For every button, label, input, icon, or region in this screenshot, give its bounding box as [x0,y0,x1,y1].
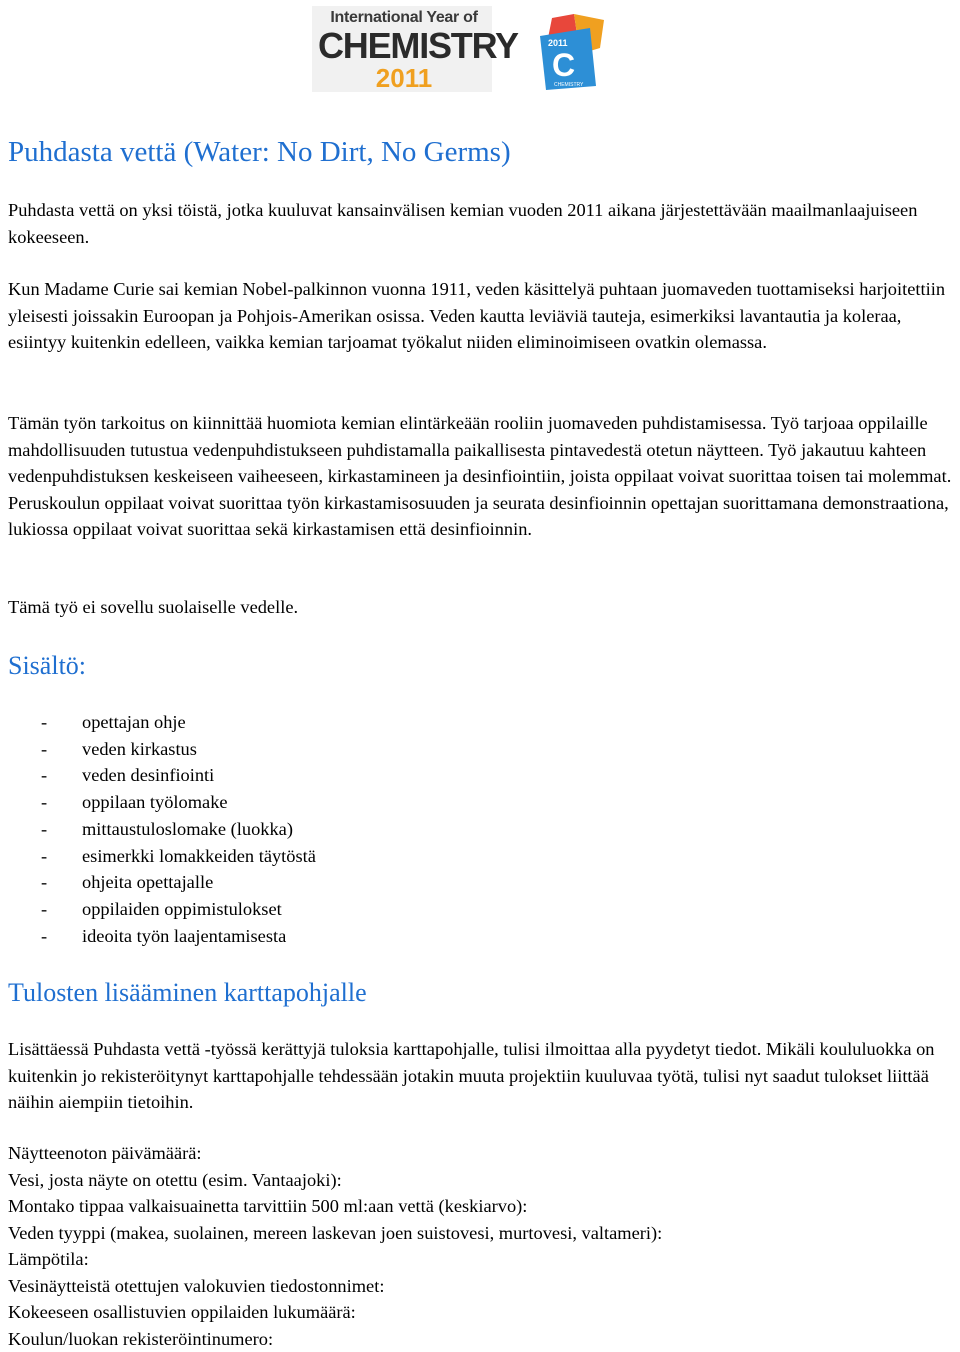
list-item [8,789,316,816]
field-student-count: Kokeeseen osallistuvien oppilaiden lukumäärä: [8,1299,662,1326]
list-item [8,869,316,896]
chemistry-badge-icon [534,14,614,92]
iyc-logo [312,6,652,94]
list-item-label: veden kirkastus [82,739,197,759]
list-dash: - [41,869,47,896]
list-dash: - [41,789,47,816]
list-item [8,923,316,950]
list-item-label: veden desinfiointi [82,765,214,785]
logo-line-1: International Year of [318,8,490,28]
contents-heading: Sisältö: [8,650,86,682]
list-item [8,896,316,923]
results-heading: Tulosten lisääminen karttapohjalle [8,977,367,1009]
logo-panel [312,6,492,92]
logo-line-2: CHEMISTRY [318,28,490,64]
field-registration-number: Koulun/luokan rekisteröintinumero: [8,1326,662,1352]
history-paragraph: Kun Madame Curie sai kemian Nobel-palkinnon vuonna 1911, veden käsittelyä puhtaan juomaveden tuottamiseksi harjoitettiin yleisesti joissakin Euroopan ja Pohjois-Amerikan osissa. Veden kautta leviäviä tauteja, esimerkiksi lavantautia ja koleraa, esiintyy kuitenkin edelleen, vaikka kemian tarjoamat työkalut niiden eliminoimiseen ovatkin olemassa. [8,276,958,356]
list-item-label: oppilaiden oppimistulokset [82,899,282,919]
purpose-paragraph: Tämän työn tarkoitus on kiinnittää huomiota kemian elintärkeään rooliin juomaveden puhdistamisessa. Työ tarjoaa oppilaille mahdollisuuden tutustua vedenpuhdistukseen puhdistamalla paikallisesta pintavedestä otetun näytteen. Työ jakautuu kahteen vedenpuhdistuksen keskeiseen vaiheeseen, kirkastamineen ja desinfiointiin, joista oppilaat voivat suorittaa toisen tai molemmat. Peruskoulun oppilaat voivat suorittaa työn kirkastamisosuuden ja seurata desinfioinnin opettajan suorittamana demonstraationa, lukiossa oppilaat voivat suorittaa sekä kirkastamisen että desinfioinnin. [8,410,958,543]
list-item [8,736,316,763]
field-water-type: Veden tyyppi (makea, suolainen, mereen laskevan joen suistovesi, murtovesi, valtameri): [8,1220,662,1247]
list-dash: - [41,923,47,950]
intro-paragraph: Puhdasta vettä on yksi töistä, jotka kuuluvat kansainvälisen kemian vuoden 2011 aikana järjestettävään maailmanlaajuiseen kokeeseen. [8,197,958,250]
list-item-label: ohjeita opettajalle [82,872,213,892]
salt-water-note: Tämä työ ei sovellu suolaiselle vedelle. [8,594,958,621]
list-dash: - [41,816,47,843]
list-item-label: ideoita työn laajentamisesta [82,926,286,946]
results-fields [8,1140,662,1352]
list-item-label: esimerkki lomakkeiden täytöstä [82,846,316,866]
field-water-source: Vesi, josta näyte on otettu (esim. Vantaajoki): [8,1167,662,1194]
list-dash: - [41,762,47,789]
badge-year: 2011 [548,38,568,48]
list-item [8,762,316,789]
field-sampling-date: Näytteenoton päivämäärä: [8,1140,662,1167]
list-item [8,843,316,870]
list-dash: - [41,843,47,870]
results-paragraph: Lisättäessä Puhdasta vettä -työssä kerättyjä tuloksia karttapohjalle, tulisi ilmoittaa alla pyydetyt tiedot. Mikäli koululuokka on kuitenkin jo rekisteröitynyt karttapohjalle tehdessään jotakin muuta projektiin kuuluvaa työtä, tulisi nyt saadut tulokset liittää näihin aiempiin tietoihin. [8,1036,958,1116]
list-item [8,709,316,736]
list-dash: - [41,896,47,923]
list-item-label: mittaustuloslomake (luokka) [82,819,293,839]
page-title: Puhdasta vettä (Water: No Dirt, No Germs) [8,134,511,170]
list-item-label: opettajan ohje [82,712,186,732]
badge-letter: C [552,47,575,83]
badge-caption: CHEMISTRY [554,82,584,88]
list-dash: - [41,709,47,736]
field-temperature: Lämpötila: [8,1246,662,1273]
logo-line-3: 2011 [318,64,490,92]
field-bleach-drops: Montako tippaa valkaisuainetta tarvittiin 500 ml:aan vettä (keskiarvo): [8,1193,662,1220]
contents-list [8,709,316,949]
list-item [8,816,316,843]
list-item-label: oppilaan työlomake [82,792,228,812]
logo-wordmark [318,8,490,92]
list-dash: - [41,736,47,763]
field-photo-filenames: Vesinäytteistä otettujen valokuvien tiedostonnimet: [8,1273,662,1300]
